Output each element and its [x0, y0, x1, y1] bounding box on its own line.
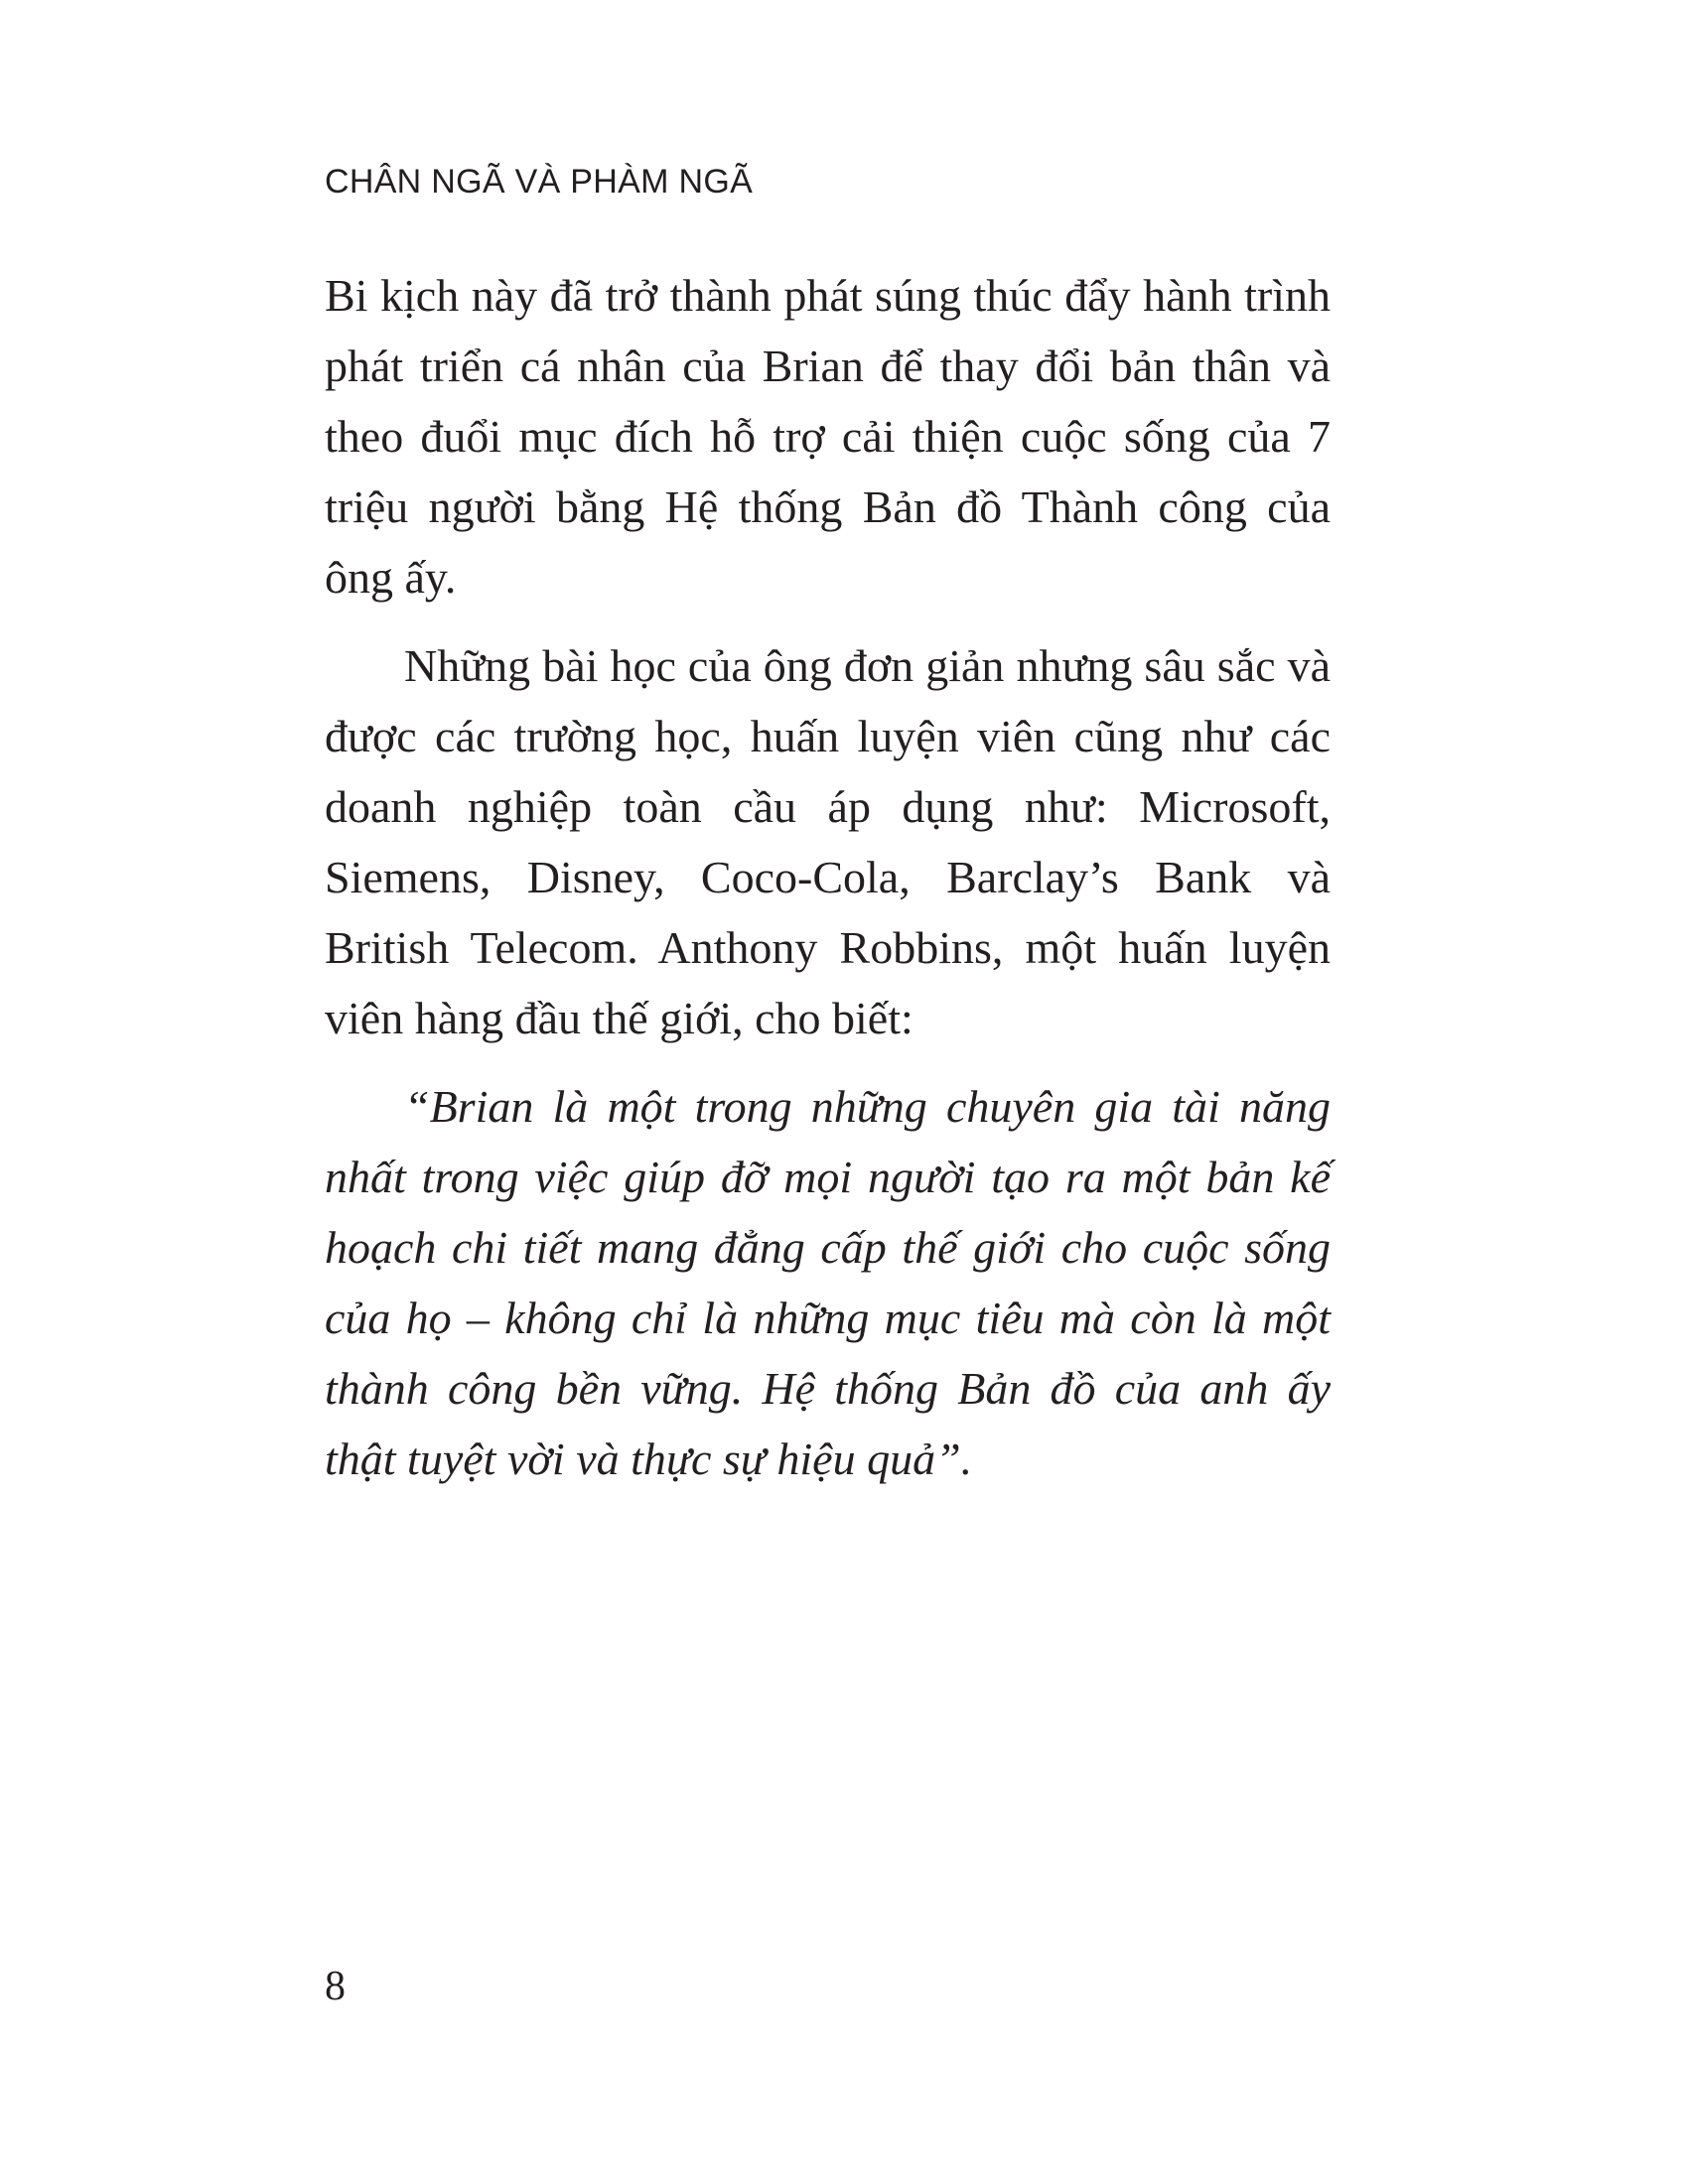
page-number: 8 [325, 1964, 346, 2009]
paragraph-1: Bi kịch này đã trở thành phát súng thúc đẩy hành trình phát triển cá nhân của Brian để thay đổi bản thân và theo đuổi mục đích hỗ trợ cải thiện cuộc sống của 7 triệu người bằng Hệ thống Bản đồ Thành công của ông ấy. [325, 270, 1331, 603]
quote-paragraph: “Brian là một trong những chuyên gia tài năng nhất trong việc giúp đỡ mọi người tạo ra một bản kế hoạch chi tiết mang đẳng cấp thế giới cho cuộc sống của họ – không chỉ là những mục tiêu mà còn là một thành công bền vững. Hệ thống Bản đồ của anh ấy thật tuyệt vời và thực sự hiệu quả”. [325, 1081, 1331, 1484]
running-head: CHÂN NGÃ VÀ PHÀM NGÃ [325, 163, 754, 201]
body-text [325, 260, 1331, 1494]
paragraph-2: Những bài học của ông đơn giản nhưng sâu sắc và được các trường học, huấn luyện viên cũng như các doanh nghiệp toàn cầu áp dụng như: Microsoft, Siemens, Disney, Coco-Cola, Barclay’s Bank và British Telecom. Anthony Robbins, một huấn luyện viên hàng đầu thế giới, cho biết: [325, 640, 1331, 1043]
